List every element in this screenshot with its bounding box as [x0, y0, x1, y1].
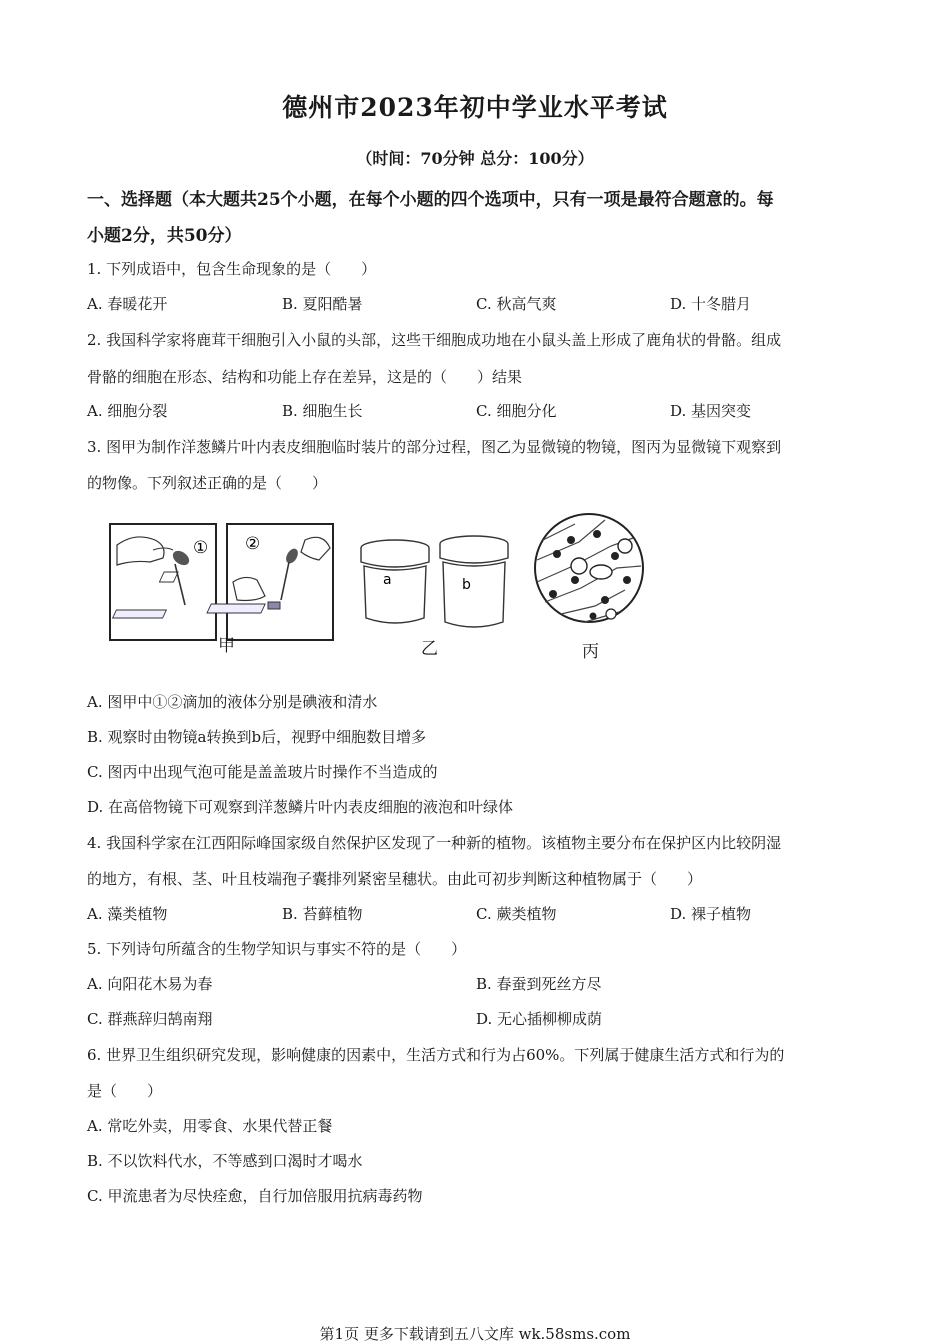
question-6-stem-line1: 6. 世界卫生组织研究发现，影响健康的因素中，生活方式和行为占60%。下列属于健康生活方式和行为的: [87, 1046, 785, 1064]
section-heading-line1: 一、选择题（本大题共25个小题，在每个小题的四个选项中，只有一项是最符合题意的。每: [87, 190, 774, 210]
figure-svg: [105, 510, 645, 660]
q4-option-d: D. 裸子植物: [670, 905, 752, 923]
q3-option-d: D. 在高倍物镜下可观察到洋葱鳞片叶内表皮细胞的液泡和叶绿体: [87, 798, 514, 816]
question-3-figure: [105, 510, 645, 660]
q1-option-d: D. 十冬腊月: [670, 295, 752, 313]
q5-option-b: B. 春蚕到死丝方尽: [476, 975, 602, 993]
q6-option-a: A. 常吃外卖，用零食、水果代替正餐: [87, 1117, 333, 1135]
objective-lens-b: [440, 536, 508, 627]
question-1-stem: 1. 下列成语中，包含生命现象的是（ ）: [87, 260, 377, 278]
question-5-stem: 5. 下列诗句所蕴含的生物学知识与事实不符的是（ ）: [87, 940, 467, 958]
figure-caption-yi: 乙: [421, 639, 438, 659]
q2-option-c: C. 细胞分化: [476, 402, 557, 420]
q2-option-d: D. 基因突变: [670, 402, 752, 420]
q2-option-a: A. 细胞分裂: [87, 402, 168, 420]
question-4-stem-line2: 的地方，有根、茎、叶且枝端孢子囊排列紧密呈穗状。由此可初步判断这种植物属于（ ）: [87, 870, 703, 888]
figure-caption-jia: 甲: [218, 636, 235, 656]
question-3-stem-line1: 3. 图甲为制作洋葱鳞片叶内表皮细胞临时装片的部分过程，图乙为显微镜的物镜，图丙为显微镜下观察到: [87, 438, 782, 456]
question-6-stem-line2: 是（ ）: [87, 1082, 163, 1100]
q3-option-a: A. 图甲中①②滴加的液体分别是碘液和清水: [87, 693, 378, 711]
q5-option-c: C. 群燕辞归鹄南翔: [87, 1010, 213, 1028]
microscope-field-of-view: [535, 514, 643, 622]
q1-option-c: C. 秋高气爽: [476, 295, 557, 313]
q6-option-c: C. 甲流患者为尽快痊愈，自行加倍服用抗病毒药物: [87, 1187, 423, 1205]
q1-option-b: B. 夏阳酷暑: [282, 295, 363, 313]
lens-b-label: b: [462, 577, 471, 593]
q6-option-b: B. 不以饮料代水，不等感到口渴时才喝水: [87, 1152, 363, 1170]
question-2-stem-line2: 骨骼的细胞在形态、结构和功能上存在差异，这是的（ ）结果: [87, 368, 523, 386]
q5-option-a: A. 向阳花木易为春: [87, 975, 213, 993]
slide-preparation-step2-illustration: [207, 524, 333, 640]
q3-option-b: B. 观察时由物镜a转换到b后，视野中细胞数目增多: [87, 728, 427, 746]
page-title: 德州市2023年初中学业水平考试: [282, 93, 668, 122]
question-2-stem-line1: 2. 我国科学家将鹿茸干细胞引入小鼠的头部，这些干细胞成功地在小鼠头盖上形成了鹿角状的骨骼。组成: [87, 331, 782, 349]
section-heading-line2: 小题2分，共50分）: [87, 226, 242, 246]
figure-step1-label: ①: [193, 538, 209, 558]
page-footer: 第1页 更多下载请到五八文库 wk.58sms.com: [319, 1325, 631, 1343]
question-4-stem-line1: 4. 我国科学家在江西阳际峰国家级自然保护区发现了一种新的植物。该植物主要分布在保护区内比较阴湿: [87, 834, 782, 852]
figure-caption-bing: 丙: [582, 642, 599, 662]
q1-option-a: A. 春暖花开: [87, 295, 168, 313]
q4-option-a: A. 藻类植物: [87, 905, 168, 923]
objective-lens-a: [361, 540, 429, 623]
q2-option-b: B. 细胞生长: [282, 402, 363, 420]
q4-option-c: C. 蕨类植物: [476, 905, 557, 923]
q5-option-d: D. 无心插柳柳成荫: [476, 1010, 603, 1028]
lens-a-label: a: [383, 572, 392, 588]
q4-option-b: B. 苔藓植物: [282, 905, 363, 923]
figure-step2-label: ②: [245, 534, 261, 554]
q3-option-c: C. 图丙中出现气泡可能是盖盖玻片时操作不当造成的: [87, 763, 438, 781]
exam-info: （时间：70分钟 总分：100分）: [356, 149, 594, 168]
question-3-stem-line2: 的物像。下列叙述正确的是（ ）: [87, 474, 328, 492]
